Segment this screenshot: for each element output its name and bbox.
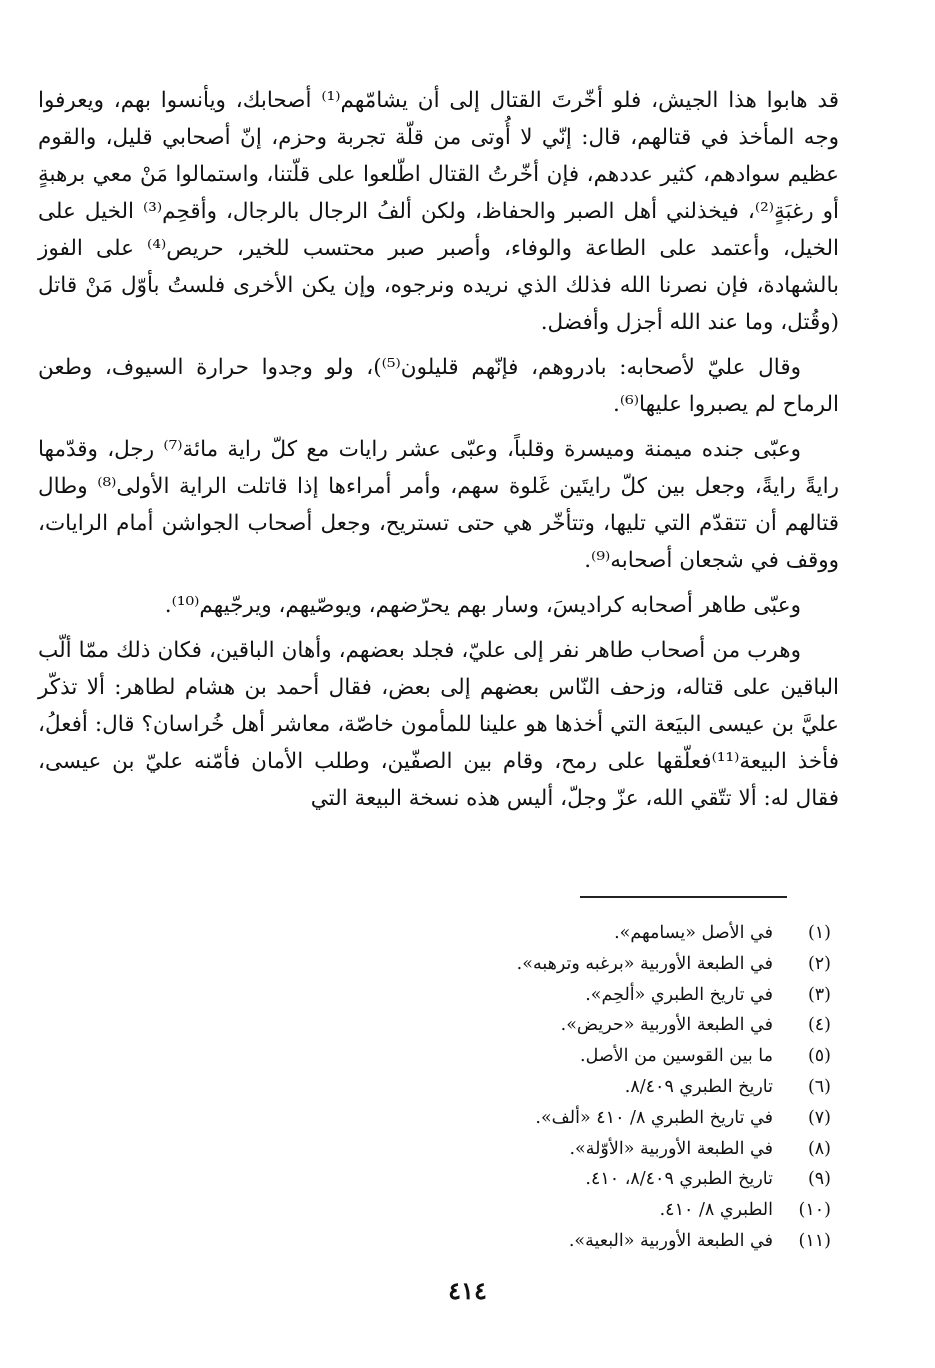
footnote-text: في الطبعة الأوربية «برغبه وترهبه». [516,953,773,974]
footnote-number: (٣) [807,984,831,1005]
footnote-text: في الطبعة الأوربية «البعية». [568,1230,773,1251]
footnote-text: في الطبعة الأوربية «الأوّلة». [569,1138,773,1159]
paragraph-5: وهرب من أصحاب طاهر نفر إلى عليّ، فجلد بعضهم، وأهان الباقين، فكان ذلك ممّا ألّب الباقين على قتاله، وزحف النّاس بعضهم إلى بعض، فقال أحمد بن هشام لطاهر: ألا تذكّر عليَّ بن عيسى البيَعة التي أخذها هو علينا للمأمون خاصّة، معاشر أهل خُراسان؟ قال: أفعلُ، فأخذ البيعة⁽¹¹⁾فعلّقها على رمح، وقام بين الصفّين، وطلب الأمان فأمّنه عليّ بن عيسى، فقال له: ألا تتّقي الله، عزّ وجلّ، أليس هذه نسخة البيعة التي [38,638,840,811]
footnote-number: (٤) [807,1015,831,1036]
footnote-item [211,1103,831,1134]
footnote-text: الطبري ٨/ ٤١٠. [659,1200,773,1221]
footnote-item [211,1134,831,1165]
footnote-number: (٩) [807,1169,831,1190]
footnote-text: ما بين القوسين من الأصل. [580,1046,773,1067]
footnote-text: تاريخ الطبري ٨/٤٠٩. [624,1076,773,1097]
footnote-item [211,949,831,980]
footnote-item [211,1072,831,1103]
paragraph-4: وعبّى طاهر أصحابه كراديسَ، وسار بهم يحرّضهم، ويوصّيهم، ويرجّيهم⁽¹⁰⁾. [164,593,801,618]
footnote-text: في الأصل «يسامهم». [614,923,773,943]
paragraph-1: قد هابوا هذا الجيش، فلو أخّرتَ القتال إلى أن يشامّهم⁽¹⁾ أصحابك، ويأنسوا بهم، ويعرفوا وجه المأخذ في قتالهم، قال: إنّي لا أُوتى من قلّة تجربة وحزم، إنّ أصحابي قليل، والقوم عظيم سوادهم، كثير عددهم، فإن أخّرتُ القتال اطّلعوا على قلّتنا، واستمالوا مَنْ معي برهبةٍ أو رغبَةٍ⁽²⁾، فيخذلني أهل الصبر والحفاظ، ولكن ألفُ الرجال بالرجال، وأقحِم⁽³⁾ الخيل على الخيل، وأعتمد على الطاعة والوفاء، وأصبر صبر محتسب للخير، حريص⁽⁴⁾ على الفوز بالشهادة، فإن نصرنا الله فذلك الذي نريده ونرجوه، وإن يكن الأخرى فلستُ بأوّل مَنْ قاتل (وقُتل، وما عند الله أجزل وأفضل. [38,88,839,335]
footnote-number: (٦) [807,1076,831,1097]
paragraph-2: وقال عليّ لأصحابه: بادروهم، فإنّهم قليلون⁽⁵⁾)، ولو وجدوا حرارة السيوف، وطعن الرماح لم يصبروا عليها⁽⁶⁾. [38,355,839,417]
page-number: ٤١٤ [448,1276,487,1305]
footnote-number: (٥) [807,1046,831,1067]
footnote-item [211,1226,831,1257]
footnote-item [211,1041,831,1072]
footnote-text: في تاريخ الطبري «ألحِم». [585,984,773,1005]
footnotes-list [211,918,831,1257]
footnote-item [211,1164,831,1195]
footnote-text: تاريخ الطبري ٨/٤٠٩، ٤١٠. [585,1169,773,1190]
footnote-divider [580,896,787,898]
footnote-number: (٧) [807,1107,831,1128]
paragraph-3: وعبّى جنده ميمنة وميسرة وقلباً، وعبّى عشر رايات مع كلّ راية مائة⁽⁷⁾ رجل، وقدّمها رايةً رايةً، وجعل بين كلّ رايتَين غَلوة سهم، وأمر أمراءها إذا قاتلت الراية الأولى⁽⁸⁾ وطال قتالهم أن تتقدّم التي تليها، وتتأخّر هي حتى تستريح، وجعل أصحاب الجواشن أمام الرايات، ووقف في شجعان أصحابه⁽⁹⁾. [38,437,840,573]
footnote-item [211,1195,831,1226]
footnote-number: (١) [807,923,831,943]
footnote-item [211,1010,831,1041]
footnote-number: (٨) [807,1138,831,1159]
footnote-number: (٢) [807,953,831,974]
footnote-item [211,980,831,1011]
body-text [38,82,839,817]
footnote-item [211,918,831,949]
footnote-number: (١٠) [798,1200,831,1221]
footnote-text: في تاريخ الطبري ٨/ ٤١٠ «ألف». [535,1107,773,1128]
footnote-number: (١١) [798,1230,831,1251]
footnote-text: في الطبعة الأوربية «حريض». [560,1015,773,1036]
